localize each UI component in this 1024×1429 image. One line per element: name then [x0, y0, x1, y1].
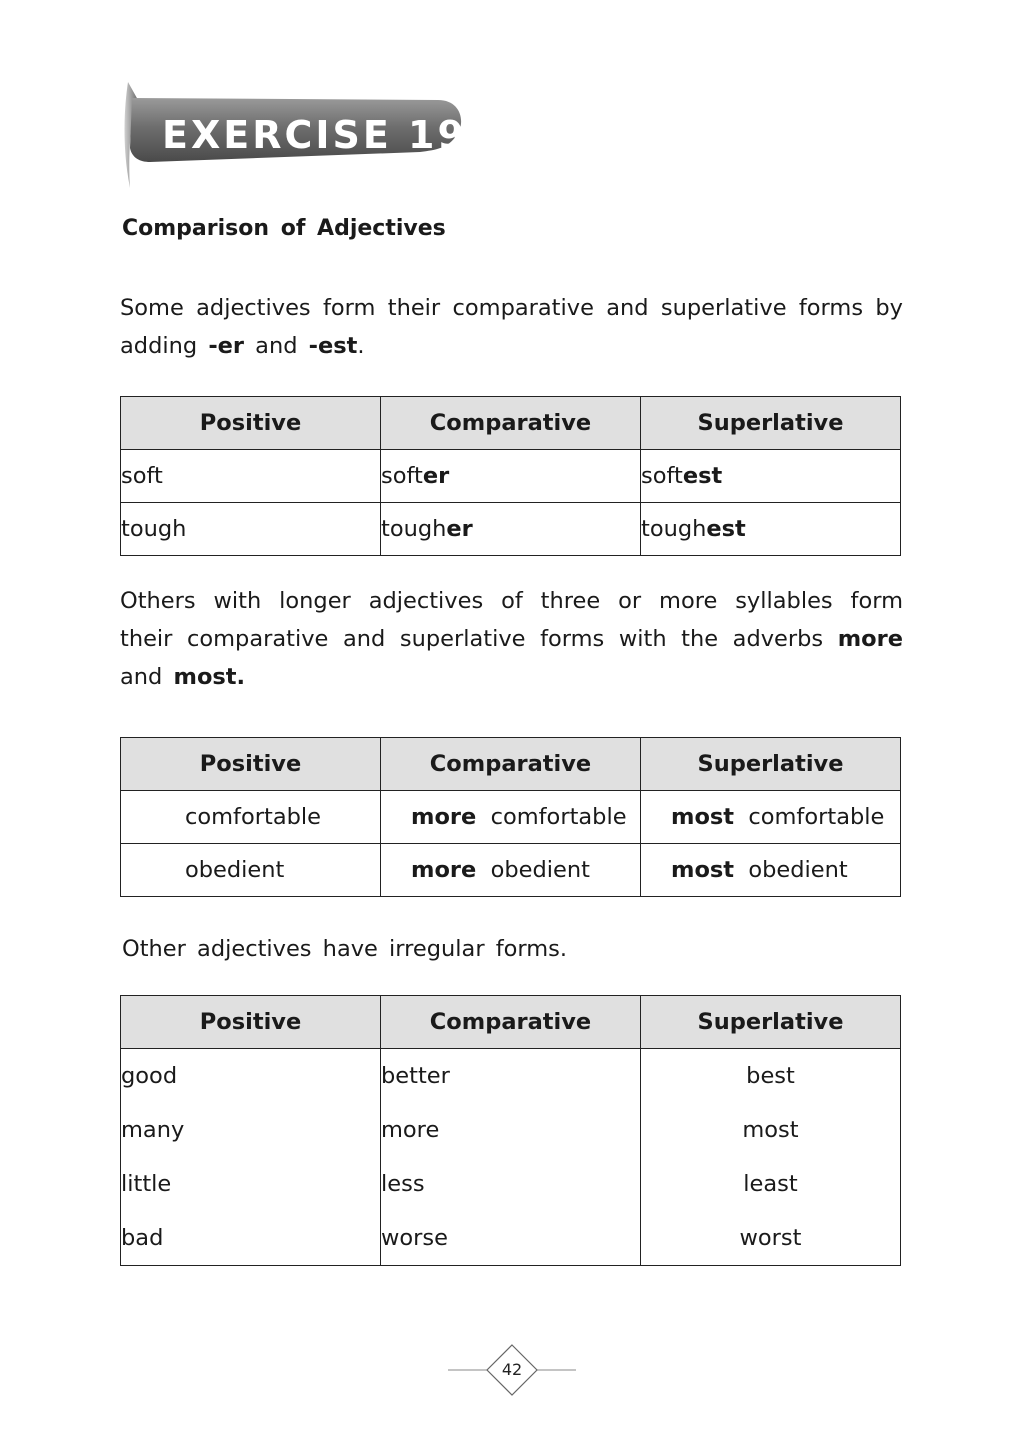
irregular-table: [120, 995, 901, 1266]
comparative-cell: [381, 450, 641, 503]
header-positive: Positive: [121, 397, 381, 450]
positive-cell: bad: [121, 1211, 381, 1266]
header-comparative: Comparative: [381, 738, 641, 791]
exercise-banner: [110, 78, 470, 190]
superlative-cell: [641, 791, 901, 844]
intro-conjunction: and: [255, 333, 298, 359]
adjective: obedient: [748, 857, 848, 883]
adverb-more: more: [837, 626, 903, 652]
table-row: [121, 450, 901, 503]
est-suffix: -est: [308, 333, 358, 359]
word-stem: tough: [641, 516, 707, 542]
intro-paragraph: [120, 289, 903, 365]
superlative-cell: best: [641, 1049, 901, 1104]
comparative-cell: [381, 503, 641, 556]
word-stem: tough: [381, 516, 447, 542]
word-suffix: er: [422, 463, 450, 489]
more-most-table: [120, 737, 901, 897]
adjective: comfortable: [490, 804, 627, 830]
intro-paragraph-text: Some adjectives form their comparative and superlative forms by adding: [120, 295, 903, 359]
word-suffix: er: [446, 516, 473, 542]
header-comparative: Comparative: [381, 397, 641, 450]
header-positive: Positive: [121, 996, 381, 1049]
table-header-row: [121, 738, 901, 791]
section-heading: Comparison of Adjectives: [122, 216, 446, 241]
header-positive: Positive: [121, 738, 381, 791]
table-row: [121, 1103, 901, 1157]
page-number-text: 42: [501, 1360, 523, 1379]
longer-adjectives-paragraph: [120, 582, 903, 696]
table-row: [121, 1157, 901, 1211]
longer-conjunction: and: [120, 664, 163, 690]
positive-cell: comfortable: [121, 791, 381, 844]
er-est-table: [120, 396, 901, 556]
adverb: more: [411, 857, 477, 883]
header-superlative: Superlative: [641, 996, 901, 1049]
header-superlative: Superlative: [641, 738, 901, 791]
comparative-cell: worse: [381, 1211, 641, 1266]
superlative-cell: [641, 450, 901, 503]
header-comparative: Comparative: [381, 996, 641, 1049]
positive-cell: little: [121, 1157, 381, 1211]
adjective: comfortable: [748, 804, 885, 830]
irregular-paragraph: Other adjectives have irregular forms.: [122, 936, 568, 962]
adverb-most: most.: [173, 664, 246, 690]
adverb: more: [411, 804, 477, 830]
table-row: [121, 844, 901, 897]
word-suffix: est: [682, 463, 723, 489]
header-superlative: Superlative: [641, 397, 901, 450]
positive-cell: soft: [121, 450, 381, 503]
superlative-cell: [641, 844, 901, 897]
intro-period: .: [357, 333, 365, 359]
superlative-cell: worst: [641, 1211, 901, 1266]
table-row: [121, 1211, 901, 1266]
word-stem: soft: [381, 463, 423, 489]
word-stem: soft: [641, 463, 683, 489]
positive-cell: many: [121, 1103, 381, 1157]
superlative-cell: least: [641, 1157, 901, 1211]
positive-cell: tough: [121, 503, 381, 556]
comparative-cell: [381, 844, 641, 897]
comparative-cell: better: [381, 1049, 641, 1104]
table-row: [121, 1049, 901, 1104]
adjective: obedient: [490, 857, 590, 883]
adverb: most: [671, 857, 735, 883]
exercise-title: EXERCISE 19: [162, 113, 467, 157]
table-header-row: [121, 996, 901, 1049]
comparative-cell: more: [381, 1103, 641, 1157]
superlative-cell: [641, 503, 901, 556]
positive-cell: obedient: [121, 844, 381, 897]
longer-paragraph-text: Others with longer adjectives of three or more syllables form their comparative and superlative forms with the adverbs: [120, 588, 903, 652]
table-row: [121, 791, 901, 844]
er-suffix: -er: [208, 333, 245, 359]
table-header-row: [121, 397, 901, 450]
comparative-cell: less: [381, 1157, 641, 1211]
word-suffix: est: [706, 516, 746, 542]
table-row: [121, 503, 901, 556]
comparative-cell: [381, 791, 641, 844]
superlative-cell: most: [641, 1103, 901, 1157]
adverb: most: [671, 804, 735, 830]
positive-cell: good: [121, 1049, 381, 1104]
page-number: [448, 1344, 576, 1396]
